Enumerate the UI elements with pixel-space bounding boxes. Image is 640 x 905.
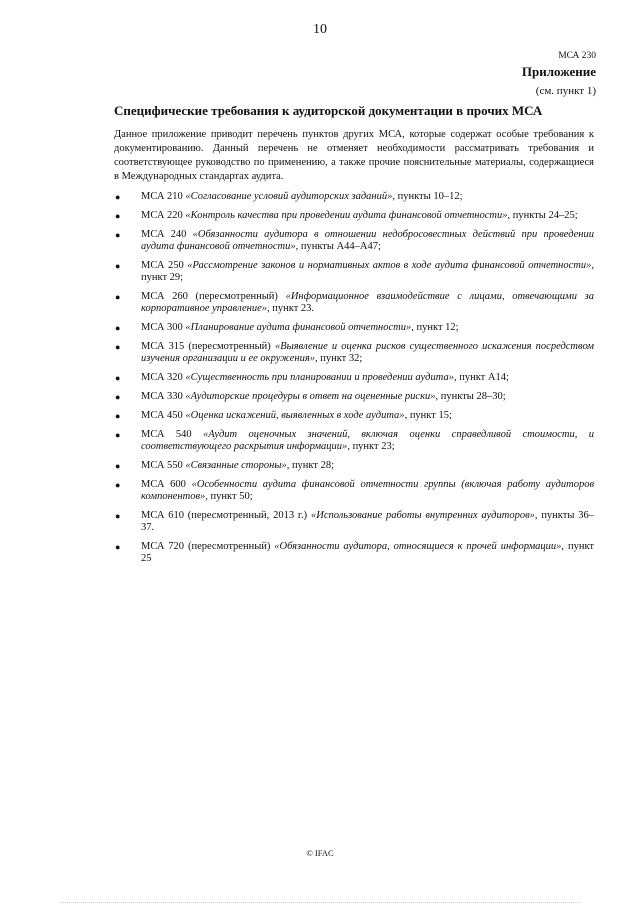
list-item xyxy=(114,510,594,534)
section-title: Специфические требования к аудиторской документации в прочих МСА xyxy=(114,103,543,118)
bullet-icon: ● xyxy=(115,323,121,333)
item-title: «Выявление и оценка рисков существенного искажения посредством изучения организации и ее окружения» xyxy=(141,341,594,364)
item-suffix: , пункт 12; xyxy=(411,322,459,333)
item-title: «Связанные стороны» xyxy=(185,460,287,471)
item-prefix: МСА 240 xyxy=(141,229,193,240)
item-title: «Обязанности аудитора, относящиеся к прочей информации» xyxy=(274,541,562,552)
bullet-icon: ● xyxy=(115,342,121,352)
item-suffix: , пункты 28–30; xyxy=(435,391,506,402)
item-title: «Существенность при планировании и проведении аудита» xyxy=(185,372,454,383)
appendix-title: Приложение xyxy=(521,64,596,79)
item-title: «Аудит оценочных значений, включая оценки справедливой стоимости, и соответствующего раскрытия информации» xyxy=(141,429,594,452)
bullet-icon: ● xyxy=(115,411,121,421)
bullet-icon: ● xyxy=(115,211,121,221)
bullet-icon: ● xyxy=(115,511,121,521)
item-prefix: МСА 600 xyxy=(141,479,192,490)
item-title: «Использование работы внутренних аудиторов» xyxy=(311,510,535,521)
item-suffix: , пункт 32; xyxy=(314,353,363,364)
item-suffix: , пункт 23. xyxy=(267,303,315,314)
main-content xyxy=(114,103,594,572)
item-title: «Аудиторские процедуры в ответ на оцененные риски» xyxy=(185,391,436,402)
item-suffix: , пункты А44–А47; xyxy=(295,241,381,252)
bullet-icon: ● xyxy=(115,261,121,271)
item-suffix: , пункты 36–37. xyxy=(141,510,594,533)
list-item xyxy=(114,260,594,284)
item-prefix: МСА 250 xyxy=(141,260,188,271)
list-item xyxy=(114,210,594,222)
item-title: «Согласование условий аудиторских заданий» xyxy=(185,191,393,202)
item-prefix: МСА 300 xyxy=(141,322,186,333)
item-prefix: МСА 720 (пересмотренный) xyxy=(141,541,275,552)
item-prefix: МСА 260 (пересмотренный) xyxy=(141,291,286,302)
bullet-icon: ● xyxy=(115,542,121,552)
list-item xyxy=(114,479,594,503)
list-item xyxy=(114,429,594,453)
list-item xyxy=(114,372,594,384)
list-item xyxy=(114,391,594,403)
item-prefix: МСА 220 xyxy=(141,210,186,221)
item-title: «Рассмотрение законов и нормативных актов в ходе аудита финансовой отчетности» xyxy=(187,260,592,271)
item-prefix: МСА 320 xyxy=(141,372,186,383)
intro-paragraph: Данное приложение приводит перечень пунктов других МСА, которые содержат особые требования к документированию. Данный перечень не отменяет необходимости рассматривать требования и соответствующее руководство по применению, а также прочие пояснительные материалы, содержащиеся в Международных стандартах аудита. xyxy=(114,129,594,182)
item-prefix: МСА 540 xyxy=(141,429,203,440)
item-prefix: МСА 450 xyxy=(141,410,186,421)
item-suffix: , пункт 50; xyxy=(205,491,253,502)
item-suffix: , пункт 28; xyxy=(286,460,335,471)
item-prefix: МСА 610 (пересмотренный, 2013 г.) xyxy=(141,510,311,521)
item-suffix: , пункт 25 xyxy=(141,541,594,564)
item-suffix: , пункты 10–12; xyxy=(392,191,463,202)
bullet-icon: ● xyxy=(115,373,121,383)
item-suffix: , пункт 29; xyxy=(141,260,595,283)
list-item xyxy=(114,341,594,365)
bullet-icon: ● xyxy=(115,292,121,302)
item-title: «Обязанности аудитора в отношении недобросовестных действий при проведении аудита финансовой отчетности» xyxy=(141,229,595,252)
bullet-icon: ● xyxy=(115,230,121,240)
item-suffix: , пункт 15; xyxy=(404,410,452,421)
bullet-icon: ● xyxy=(115,392,121,402)
list-item xyxy=(114,410,594,422)
bullet-icon: ● xyxy=(115,461,121,471)
item-suffix: , пункт 23; xyxy=(347,441,395,452)
item-title: «Информационное взаимодействие с лицами, отвечающими за корпоративное управление» xyxy=(141,291,594,314)
item-suffix: , пункт А14; xyxy=(453,372,509,383)
list-item xyxy=(114,291,594,315)
bullet-icon: ● xyxy=(115,480,121,490)
item-prefix: МСА 550 xyxy=(141,460,186,471)
appendix-header xyxy=(522,51,596,98)
item-title: «Контроль качества при проведении аудита финансовой отчетности» xyxy=(185,210,508,221)
item-prefix: МСА 210 xyxy=(141,191,186,202)
bullet-icon: ● xyxy=(115,192,121,202)
list-item xyxy=(114,322,594,334)
item-title: «Планирование аудита финансовой отчетности» xyxy=(185,322,412,333)
list-item xyxy=(114,191,594,203)
item-suffix: , пункты 24–25; xyxy=(507,210,578,221)
item-title: «Оценка искажений, выявленных в ходе аудита» xyxy=(185,410,405,421)
list-item xyxy=(114,541,594,565)
standard-code: МСА 230 xyxy=(558,51,596,61)
bullet-icon: ● xyxy=(115,430,121,440)
item-prefix: МСА 330 xyxy=(141,391,186,402)
item-title: «Особенности аудита финансовой отчетности группы (включая работу аудиторов компонентов» xyxy=(141,479,594,502)
list-item xyxy=(114,460,594,472)
footer-copyright: © IFAC xyxy=(306,848,334,858)
appendix-reference: (см. пункт 1) xyxy=(535,85,596,97)
page-number: 10 xyxy=(313,22,327,37)
list-item xyxy=(114,229,594,253)
item-prefix: МСА 315 (пересмотренный) xyxy=(141,341,275,352)
requirements-list xyxy=(114,191,594,565)
